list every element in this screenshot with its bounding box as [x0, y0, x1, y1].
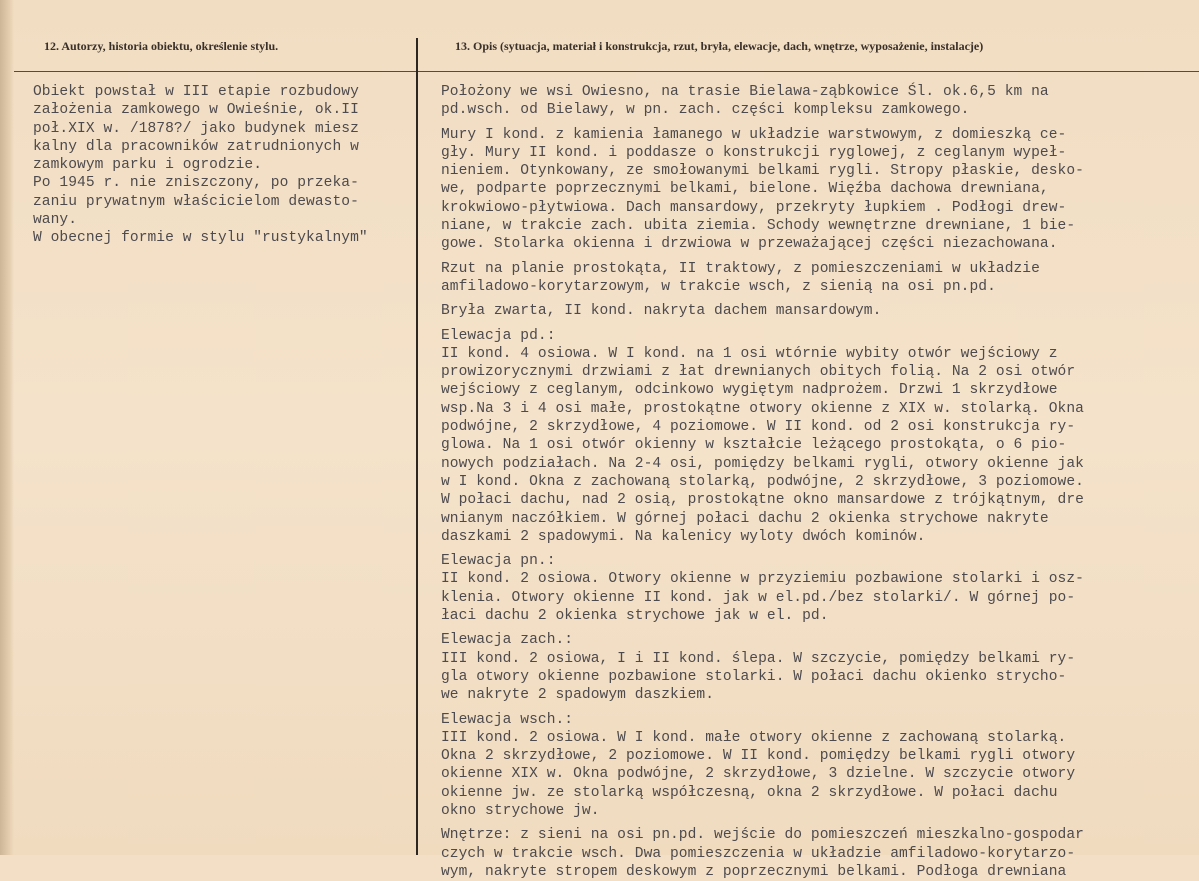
description-paragraph [441, 302, 1198, 320]
description-paragraph [441, 552, 1198, 625]
description-paragraph [441, 711, 1198, 821]
description-text-line: okienne jw. ze stolarką współczesną, okna 2 skrzydłowe. W połaci dachu [441, 784, 1058, 801]
history-text-line: Po 1945 r. nie zniszczony, po przeka- [33, 175, 359, 192]
description-text-line: wnianym naczółkiem. W górnej połaci dachu 2 okienka strychowe nakryte [441, 510, 1049, 527]
description-text-line: Okna 2 skrzydłowe, 2 poziomowe. W II kond. pomiędzy belkami rygli otwory [441, 748, 1076, 765]
history-text-line: założenia zamkowego w Owieśnie, ok.II [33, 102, 359, 119]
description-text-line: Elewacja pd.: [441, 327, 556, 344]
history-text-line: Obiekt powstał w III etapie rozbudowy [33, 84, 359, 100]
description-text-line: krokwiowo-płytwiowa. Dach mansardowy, przekryty łupkiem . Podłogi drew- [441, 199, 1067, 216]
history-text-line: zaniu prywatnym właścicielom dewasto- [33, 193, 359, 210]
description-text-line: daszkami 2 spadowymi. Na kalenicy wyloty dwóch kominów. [441, 528, 926, 545]
description-paragraph [441, 126, 1198, 254]
description-paragraph [441, 260, 1198, 297]
description-text-line: klenia. Otwory okienne II kond. jak w el.pd./bez stolarki/. W górnej po- [441, 589, 1076, 606]
description-text-line: okienne XIX w. Okna podwójne, 2 skrzydłowe, 3 dzielne. W szczycie otwory [441, 766, 1076, 783]
description-text-line: nowych podziałach. Na 2-4 osi, pomiędzy belkami rygli, otwory okienne jak [441, 455, 1084, 472]
description-paragraph [441, 631, 1198, 704]
description-text-line: Rzut na planie prostokąta, II traktowy, z pomieszczeniami w układzie [441, 260, 1040, 277]
description-text-line: II kond. 2 osiowa. Otwory okienne w przyziemiu pozbawione stolarki i osz- [441, 571, 1084, 588]
description-text-line: gla otwory okienne pozbawione stolarki. W połaci dachu okienko strycho- [441, 668, 1067, 685]
description-text-line: nieniem. Otynkowany, ze smołowanymi belkami rygli. Stropy płaskie, desko- [441, 163, 1084, 180]
description-text-line: w I kond. Okna z zachowaną stolarką, podwójne, 2 skrzydłowe, 3 poziomowe. [441, 473, 1084, 490]
description-text-line: II kond. 4 osiowa. W I kond. na 1 osi wtórnie wybity otwór wejściowy z [441, 345, 1058, 362]
description-text-line: Położony we wsi Owiesno, na trasie Bielawa-ząbkowice Śl. ok.6,5 km na [441, 84, 1049, 100]
history-text-line: wany. [33, 212, 78, 229]
history-text-line: kalny dla pracowników zatrudnionych w [33, 138, 359, 155]
description-text-line: prowizorycznymi drzwiami z łat drewnianych obitych folią. Na 2 osi otwór [441, 364, 1076, 381]
description-text-line: wejściowy z ceglanym, odcinkowo wygiętym nadprożem. Drzwi 1 skrzydłowe [441, 382, 1058, 399]
description-text-line: gły. Mury II kond. i poddasze o konstrukcji ryglowej, z ceglanym wypeł- [441, 144, 1067, 161]
history-text-line: poł.XIX w. /1878?/ jako budynek miesz [33, 120, 359, 137]
sheet-edge-shadow [0, 0, 14, 855]
description-text-line: we nakryte 2 spadowym daszkiem. [441, 687, 715, 704]
description-text-line: III kond. 2 osiowa, I i II kond. ślepa. W szczycie, pomiędzy belkami ry- [441, 650, 1076, 667]
description-text-line: Elewacja zach.: [441, 632, 574, 649]
description-text-line: wym, nakryte stropem deskowym z poprzecznymi belkami. Podłoga drewniana [441, 863, 1067, 880]
description-paragraph [441, 327, 1198, 547]
description-text-line: Elewacja wsch.: [441, 711, 574, 728]
description-text-line: podwójne, 2 skrzydłowe, 4 poziomowe. W II kond. od 2 osi konstrukcja ry- [441, 419, 1076, 436]
section-12-header: 12. Autorzy, historia obiektu, określenie stylu. [44, 39, 279, 53]
description-text-line: łaci dachu 2 okienka strychowe jak w el. pd. [441, 608, 829, 625]
description-text-line: Wnętrze: z sieni na osi pn.pd. wejście do pomieszczeń mieszkalno-gospodar [441, 827, 1084, 844]
header-divider [14, 71, 1199, 72]
description-text-line: we, podparte poprzecznymi belkami, bielone. Więźba dachowa drewniana, [441, 181, 1049, 198]
history-text-line: zamkowym parku i ogrodzie. [33, 157, 262, 174]
section-13-header: 13. Opis (sytuacja, materiał i konstrukcja, rzut, bryła, elewacje, dach, wnętrze, wyposażenie, instalacje) [455, 39, 984, 53]
description-text-line: wsp.Na 3 i 4 osi małe, prostokątne otwory okienne z XIX w. stolarką. Okna [441, 400, 1084, 417]
description-text-line: czych w trakcie wsch. Dwa pomieszczenia w układzie amfiladowo-korytarzo- [441, 845, 1076, 862]
description-text-line: okno strychowe jw. [441, 802, 600, 819]
description-paragraph [441, 826, 1198, 881]
description-text-line: amfiladowo-korytarzowym, w trakcie wsch, z sienią na osi pn.pd. [441, 278, 996, 295]
description-text-column [441, 83, 1198, 881]
description-text-line: gowe. Stolarka okienna i drzwiowa w przeważającej części niezachowana. [441, 236, 1058, 253]
history-text-line: W obecnej formie w stylu "rustykalnym" [33, 230, 368, 247]
description-text-line: Bryła zwarta, II kond. nakryta dachem mansardowym. [441, 303, 882, 320]
description-text-line: III kond. 2 osiowa. W I kond. małe otwory okienne z zachowaną stolarką. [441, 729, 1067, 746]
description-text-line: Mury I kond. z kamienia łamanego w układzie warstwowym, z domieszką ce- [441, 126, 1067, 143]
description-text-line: niane, w trakcie zach. ubita ziemia. Schody wewnętrzne drewniane, 1 bie- [441, 218, 1076, 235]
description-text-line: glowa. Na 1 osi otwór okienny w kształcie leżącego prostokąta, o 6 pio- [441, 437, 1067, 454]
description-text-line: W połaci dachu, nad 2 osią, prostokątne okno mansardowe z trójkątnym, dre [441, 492, 1084, 509]
description-text-line: Elewacja pn.: [441, 553, 556, 570]
history-text-column [33, 83, 418, 248]
description-text-line: pd.wsch. od Bielawy, w pn. zach. części kompleksu zamkowego. [441, 102, 970, 119]
description-paragraph [441, 83, 1198, 120]
